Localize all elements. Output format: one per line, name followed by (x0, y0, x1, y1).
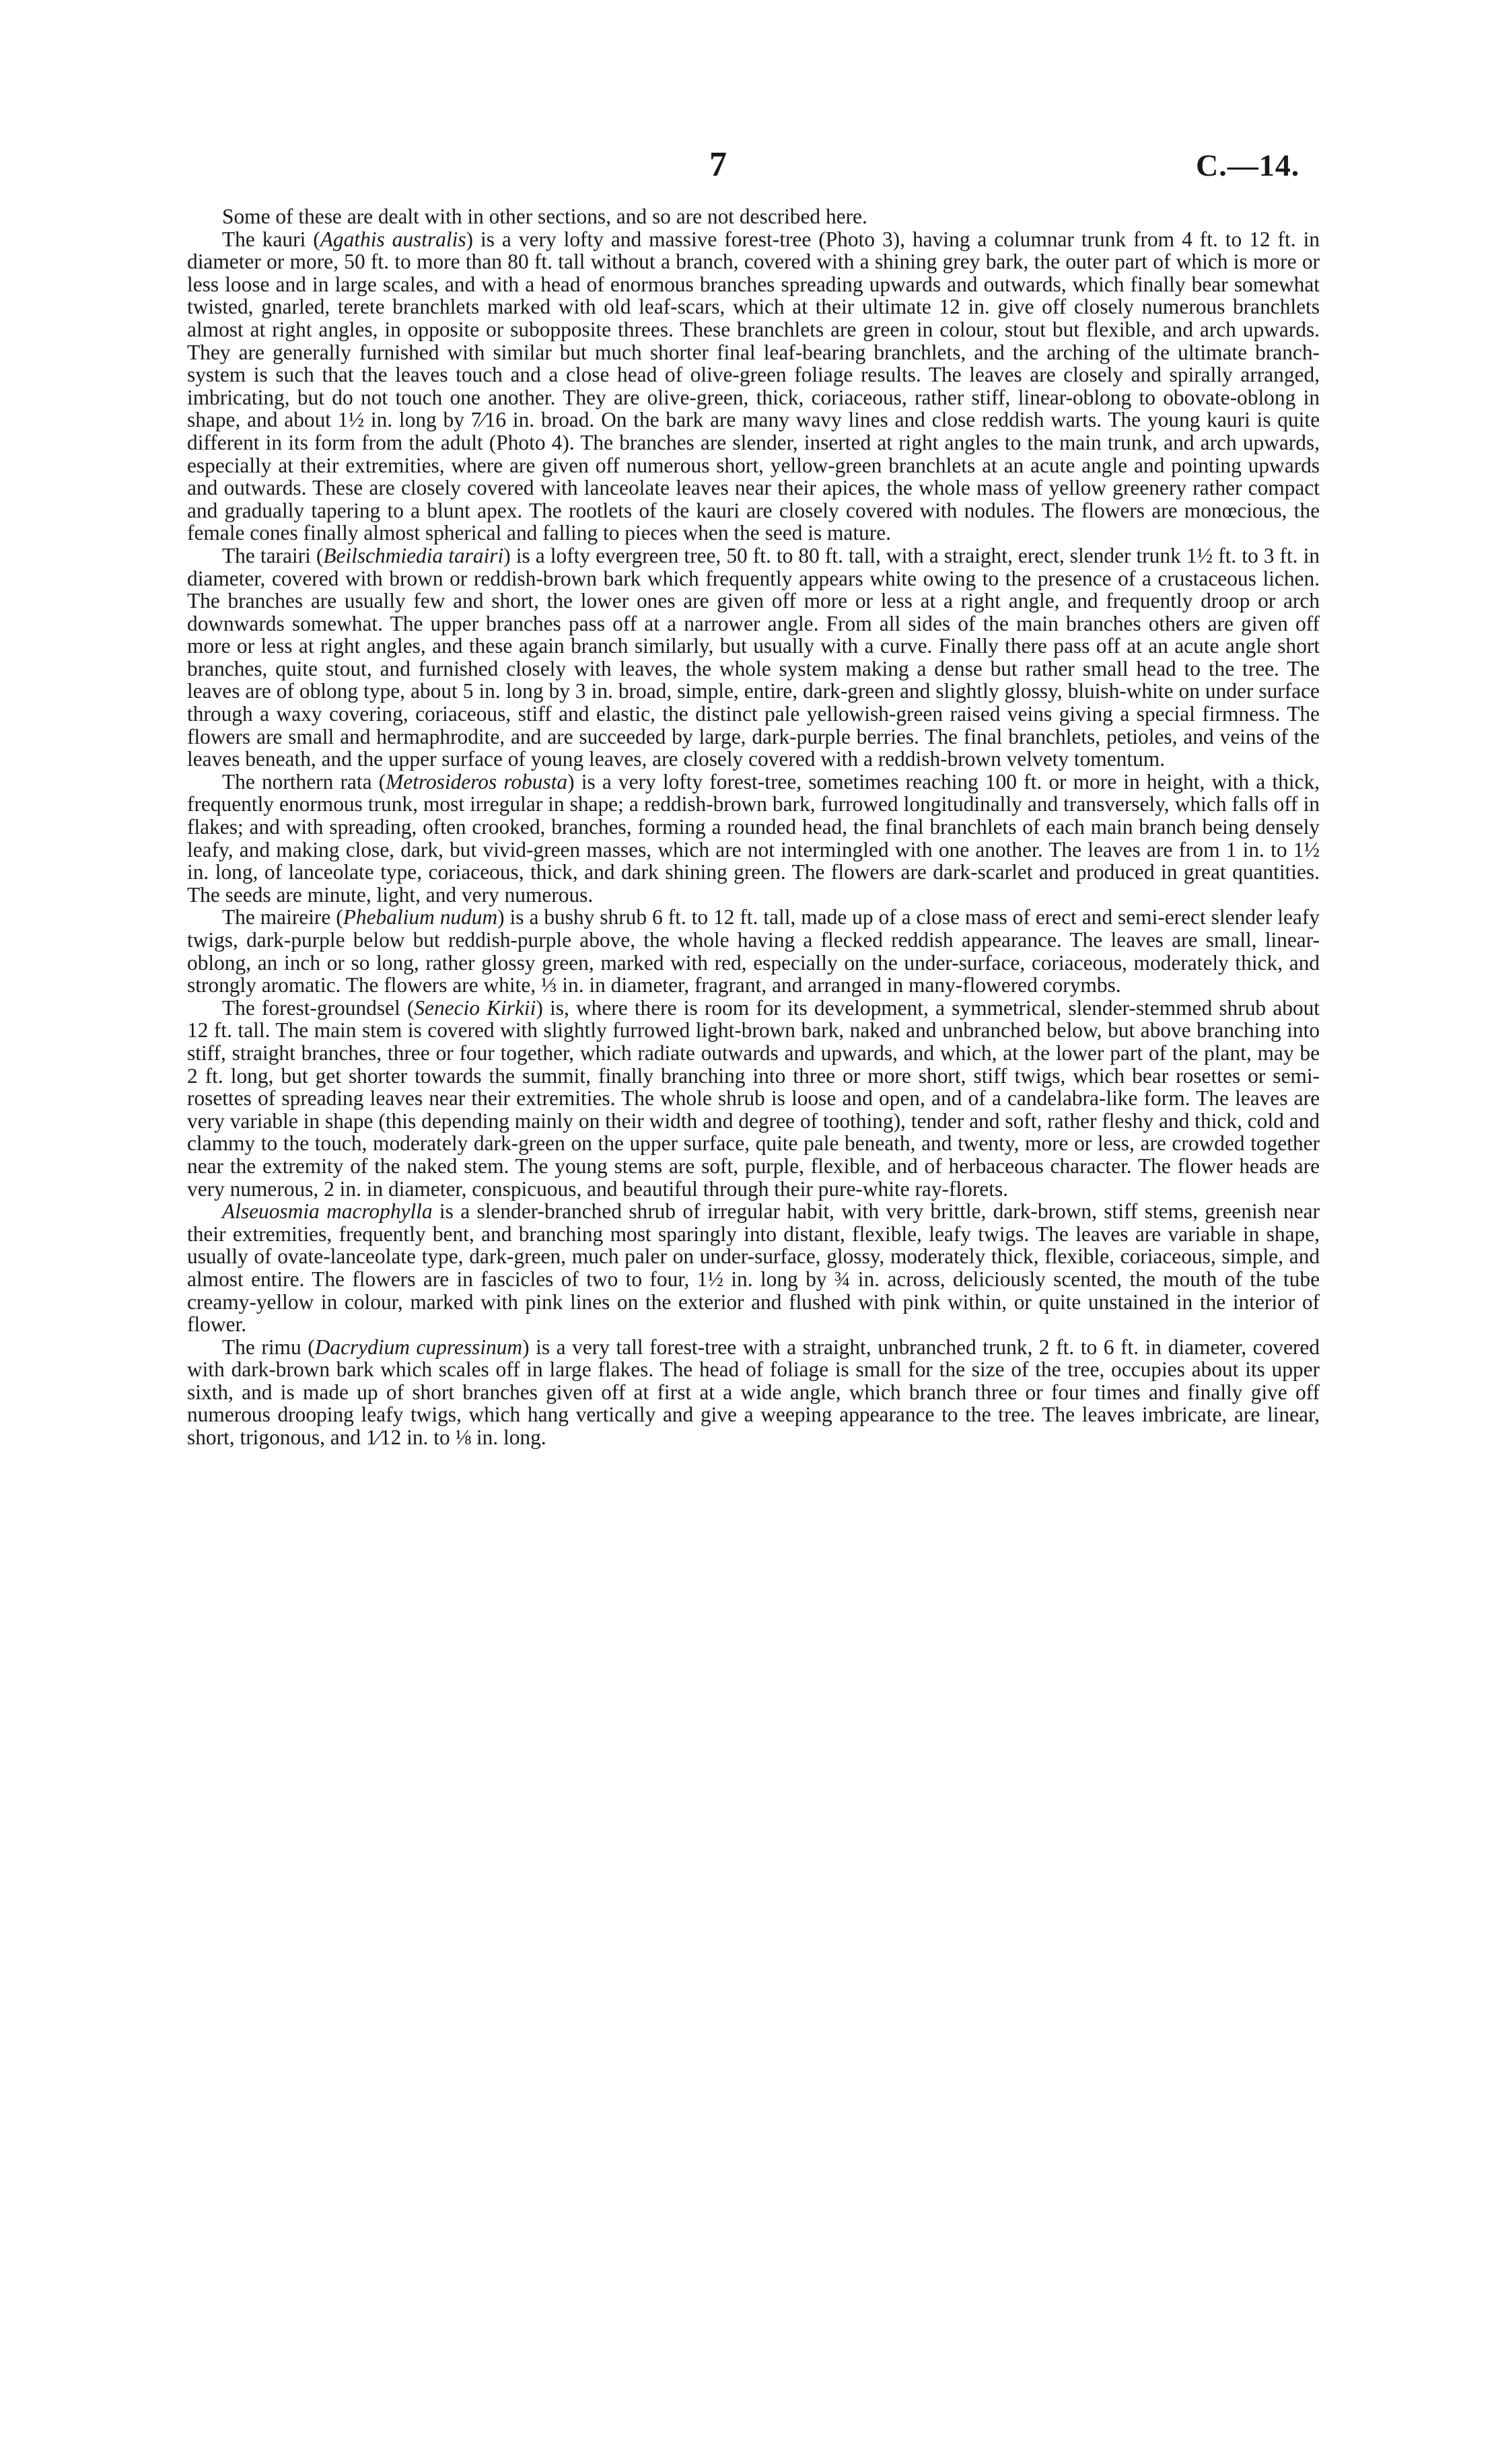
latin-name: Dacrydium cupressinum (314, 1335, 523, 1359)
paragraph-text: is a slender-branched shrub of irregular habit, with very brittle, dark-brown, stiff stems, greenish near their extremities, frequently bent, and branching most sparingly into distant, flexible, leafy twigs. The leaves are variable in shape, usually of ovate-lanceolate type, dark-green, much paler on under-surface, glossy, moderately thick, flexible, coriaceous, simple, and almost entire. The flowers are in fascicles of two to four, 1½ in. long by ¾ in. across, deliciously scented, the mouth of the tube creamy-yellow in colour, marked with pink lines on the exterior and flushed with pink within, or quite unstained in the interior of flower. (187, 1199, 1320, 1337)
paragraph-text: ) is, where there is room for its development, a symmetrical, slender-stemmed shrub about 12 ft. tall. The main stem is covered with slightly furrowed light-brown bark, naked and unbranched below, but above branching into stiff, straight branches, three or four together, which radiate outwards and upwards, and which, at the lower part of the plant, may be 2 ft. long, but get shorter towards the summit, finally branching into three or more short, stiff twigs, which bear rosettes or semi-rosettes of spreading leaves near their extremities. The whole shrub is loose and open, and of a candelabra-like form. The leaves are very variable in shape (this depending mainly on their width and degree of toothing), tender and soft, rather fleshy and thick, cold and clammy to the touch, moderately dark-green on the upper surface, quite pale beneath, and twenty, more or less, are crowded together near the extremity of the naked stem. The young stems are soft, purple, flexible, and of herbaceous character. The flower heads are very numerous, 2 in. in diameter, conspicuous, and beautiful through their pure-white ray-florets. (187, 995, 1320, 1201)
latin-name: Agathis australis (320, 227, 466, 251)
paragraph-text: Some of these are dealt with in other sections, and so are not described here. (222, 205, 867, 228)
latin-name: Metrosideros robusta (386, 769, 568, 794)
body-text (187, 205, 1320, 1449)
paragraph-tarairi (187, 544, 1320, 771)
page-header (0, 145, 1494, 192)
paragraph-rimu (187, 1336, 1320, 1449)
paragraph-kauri (187, 228, 1320, 544)
latin-name: Senecio Kirkii (414, 995, 536, 1020)
paragraph-lead: The forest-groundsel ( (222, 995, 415, 1020)
latin-name: Alseuosmia macrophylla (222, 1199, 433, 1224)
paragraph-lead: The northern rata ( (222, 769, 386, 794)
paragraph-text: ) is a bushy shrub 6 ft. to 12 ft. tall, made up of a close mass of erect and semi-erect slender leafy twigs, dark-purple below but reddish-purple above, the whole having a flecked reddish appearance. The leaves are small, linear-oblong, an inch or so long, rather glossy green, marked with red, especially on the under-surface, coriaceous, moderately thick, and strongly aromatic. The flowers are white, ⅓ in. in diameter, fragrant, and arranged in many-flowered corymbs. (187, 905, 1320, 997)
document-reference: C.—14. (1196, 148, 1300, 182)
paragraph-lead: The rimu ( (222, 1335, 315, 1359)
paragraph-text: ) is a lofty evergreen tree, 50 ft. to 80 ft. tall, with a straight, erect, slender trunk 1½ ft. to 3 ft. in diameter, covered with brown or reddish-brown bark which frequently appears white owing to the presence of a crustaceous lichen. The branches are usually few and short, the lower ones are given off more or less at a right angle, and frequently droop or arch downwards somewhat. The upper branches pass off at a narrower angle. From all sides of the main branches others are given off more or less at right angles, and these again branch similarly, but usually with a curve. Finally there pass off at an acute angle short branches, quite stout, and furnished closely with leaves, the whole system making a dense but rather small head to the tree. The leaves are of oblong type, about 5 in. long by 3 in. broad, simple, entire, dark-green and slightly glossy, bluish-white on under surface through a waxy covering, coriaceous, stiff and elastic, the distinct pale yellowish-green raised veins giving a special firmness. The flowers are small and hermaphrodite, and are succeeded by large, dark-purple berries. The final branchlets, petioles, and veins of the leaves beneath, and the upper surface of young leaves, are closely covered with a reddish-brown velvety tomentum. (187, 543, 1320, 771)
paragraph-northern-rata (187, 771, 1320, 907)
latin-name: Beilschmiedia tarairi (323, 543, 504, 567)
paragraph-maireire (187, 906, 1320, 996)
paragraph-forest-groundsel (187, 997, 1320, 1200)
paragraph-lead: The tarairi ( (222, 543, 324, 567)
paragraph-alseuosmia (187, 1200, 1320, 1336)
page-number: 7 (709, 145, 727, 184)
paragraph-text: ) is a very tall forest-tree with a straight, unbranched trunk, 2 ft. to 6 ft. in diameter, covered with dark-brown bark which scales off in large flakes. The head of foliage is small for the size of the tree, occupies about its upper sixth, and is made up of short branches given off at first at a wide angle, which branch three or four times and finally give off numerous drooping leafy twigs, which hang vertically and give a weeping appearance to the tree. The leaves imbricate, are linear, short, trigonous, and 1⁄12 in. to ⅛ in. long. (187, 1335, 1320, 1450)
paragraph-lead: The kauri ( (222, 227, 320, 251)
paragraph-text: ) is a very lofty and massive forest-tree (Photo 3), having a columnar trunk from 4 ft. to 12 ft. in diameter or more, 50 ft. to more than 80 ft. tall without a branch, covered with a shining grey bark, the outer part of which is more or less loose and in large scales, and with a head of enormous branches spreading upwards and outwards, which finally bear somewhat twisted, gnarled, terete branchlets marked with old leaf-scars, which at their ultimate 12 in. give off closely numerous branchlets almost at right angles, in opposite or subopposite threes. These branchlets are green in colour, stout but flexible, and arch upwards. They are generally furnished with similar but much shorter final leaf-bearing branchlets, and the arching of the ultimate branch-system is such that the leaves touch and a close head of olive-green foliage results. The leaves are closely and spirally arranged, imbricating, but do not touch one another. They are olive-green, thick, coriaceous, rather stiff, linear-oblong to obovate-oblong in shape, and about 1½ in. long by 7⁄16 in. broad. On the bark are many wavy lines and close reddish warts. The young kauri is quite different in its form from the adult (Photo 4). The branches are slender, inserted at right angles to the main trunk, and arch upwards, especially at their extremities, where are given off numerous short, yellow-green branchlets at an acute angle and pointing upwards and outwards. These are closely covered with lanceolate leaves near their apices, the whole mass of yellow greenery rather compact and gradually tapering to a blunt apex. The rootlets of the kauri are closely covered with nodules. The flowers are monœcious, the female cones finally almost spherical and falling to pieces when the seed is mature. (187, 227, 1320, 545)
paragraph-text: ) is a very lofty forest-tree, sometimes reaching 100 ft. or more in height, with a thick, frequently enormous trunk, most irregular in shape; a reddish-brown bark, furrowed longitudinally and transversely, which falls off in flakes; and with spreading, often crooked, branches, forming a rounded head, the final branchlets of each main branch being densely leafy, and making close, dark, but vivid-green masses, which are not intermingled with one another. The leaves are from 1 in. to 1½ in. long, of lanceolate type, coriaceous, thick, and dark shining green. The flowers are dark-scarlet and produced in great quantities. The seeds are minute, light, and very numerous. (187, 769, 1320, 907)
latin-name: Phebalium nudum (343, 905, 498, 929)
paragraph-intro (187, 205, 1320, 228)
paragraph-lead: The maireire ( (222, 905, 343, 929)
